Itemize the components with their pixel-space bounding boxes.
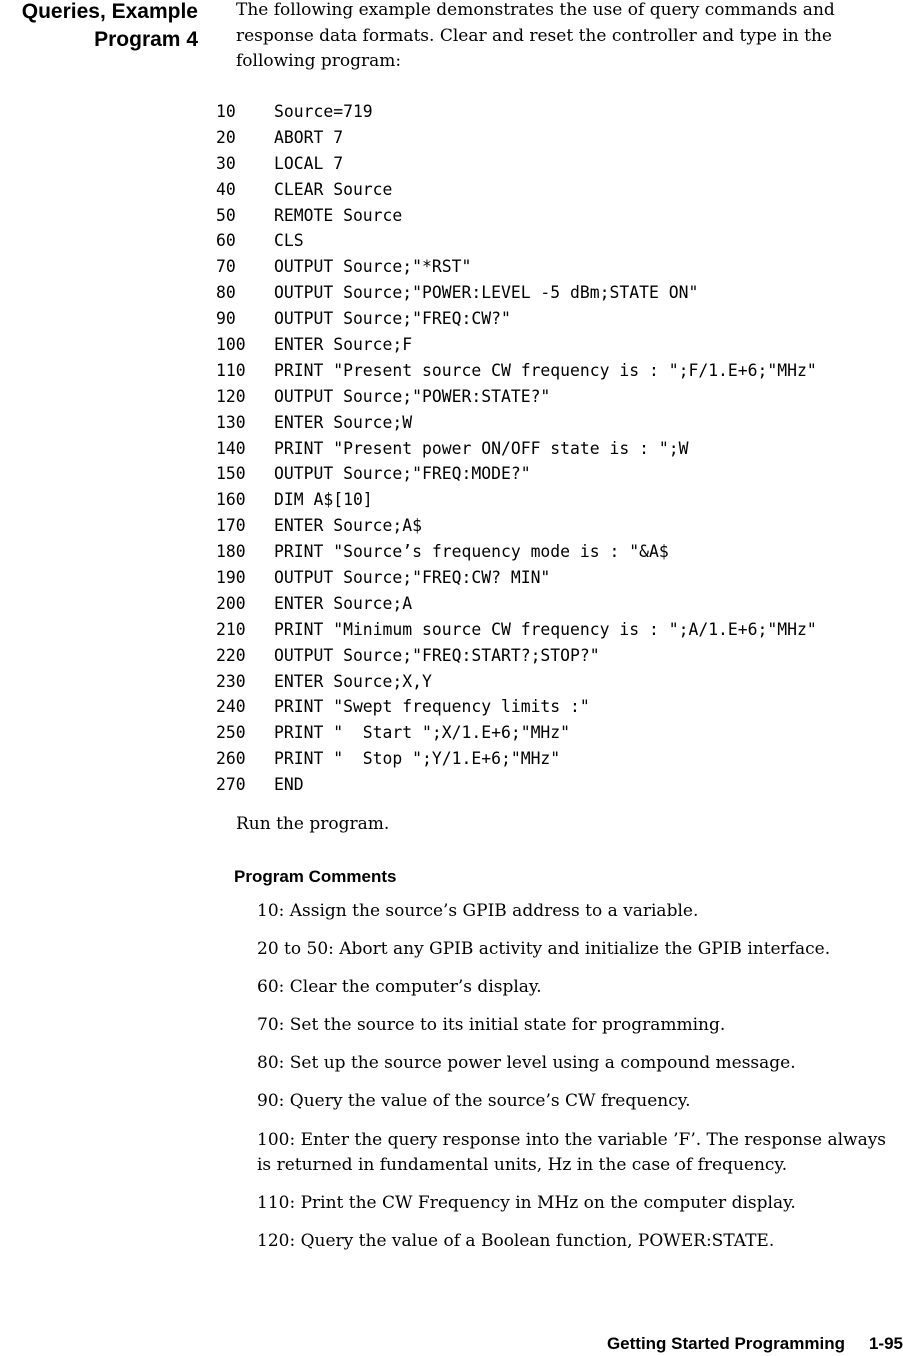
- code-statement: OUTPUT Source;"POWER:STATE?": [274, 386, 551, 406]
- intro-paragraph: The following example demonstrates the use of query commands and response data formats. Clear and reset the controller and type in the following program:: [236, 0, 835, 71]
- line-number: 170: [216, 516, 246, 536]
- code-statement: DIM A$[10]: [274, 490, 373, 510]
- code-statement: OUTPUT Source;"FREQ:CW? MIN": [274, 568, 551, 588]
- line-number: 70: [216, 257, 236, 277]
- line-number: 210: [216, 619, 246, 639]
- code-statement: PRINT "Present source CW frequency is : ";F/1.E+6;"MHz": [274, 360, 817, 380]
- code-line: [216, 151, 903, 177]
- line-number: 240: [216, 697, 246, 717]
- line-number: 80: [216, 283, 236, 303]
- code-statement: PRINT " Stop ";Y/1.E+6;"MHz": [274, 749, 561, 769]
- section-heading-line1: Queries, Example: [21, 0, 198, 23]
- code-statement: ABORT 7: [274, 127, 344, 147]
- code-line: [216, 384, 903, 410]
- line-number: 20: [216, 127, 236, 147]
- line-number: 120: [216, 386, 246, 406]
- comment-item: 110: Print the CW Frequency in MHz on the computer display.: [257, 1193, 796, 1214]
- line-number: 230: [216, 671, 246, 691]
- line-number: 250: [216, 723, 246, 743]
- code-statement: ENTER Source;F: [274, 335, 413, 355]
- comment-item: 20 to 50: Abort any GPIB activity and initialize the GPIB interface.: [257, 939, 831, 960]
- line-number: 140: [216, 438, 246, 458]
- code-line: [216, 410, 903, 436]
- line-number: 90: [216, 309, 236, 329]
- code-statement: CLEAR Source: [274, 179, 393, 199]
- comment-item: 60: Clear the computer’s display.: [257, 977, 542, 998]
- code-line: [216, 99, 903, 125]
- line-number: 160: [216, 490, 246, 510]
- code-line: [216, 591, 903, 617]
- code-statement: PRINT "Present power ON/OFF state is : ";W: [274, 438, 689, 458]
- line-number: 180: [216, 542, 246, 562]
- code-line: [216, 746, 903, 772]
- code-line: [216, 461, 903, 487]
- code-line: [216, 254, 903, 280]
- code-statement: OUTPUT Source;"*RST": [274, 257, 472, 277]
- line-number: 220: [216, 645, 246, 665]
- code-statement: PRINT " Start ";X/1.E+6;"MHz": [274, 723, 571, 743]
- line-number: 110: [216, 360, 246, 380]
- line-number: 60: [216, 231, 236, 251]
- line-number: 200: [216, 593, 246, 613]
- line-number: 50: [216, 205, 236, 225]
- comment-item: 10: Assign the source’s GPIB address to a variable.: [257, 901, 699, 921]
- footer-title: Getting Started Programming: [606, 1334, 845, 1353]
- code-line: [216, 539, 903, 565]
- comment-item: 90: Query the value of the source’s CW frequency.: [257, 1091, 691, 1112]
- line-number: 190: [216, 568, 246, 588]
- program-comments: [257, 899, 887, 1267]
- code-statement: OUTPUT Source;"FREQ:START?;STOP?": [274, 645, 600, 665]
- code-line: [216, 358, 903, 384]
- code-statement: ENTER Source;A: [274, 593, 413, 613]
- run-instruction: Run the program.: [236, 814, 390, 834]
- comment-item: 120: Query the value of a Boolean function, POWER:STATE.: [257, 1231, 775, 1252]
- code-statement: ENTER Source;X,Y: [274, 671, 432, 691]
- code-line: [216, 617, 903, 643]
- program-listing: [216, 99, 903, 798]
- code-statement: PRINT "Source’s frequency mode is : "&A$: [274, 542, 669, 562]
- line-number: 150: [216, 464, 246, 484]
- code-statement: PRINT "Swept frequency limits :": [274, 697, 590, 717]
- code-line: [216, 436, 903, 462]
- line-number: 10: [216, 102, 236, 121]
- code-line: [216, 487, 903, 513]
- code-line: [216, 332, 903, 358]
- code-statement: END: [274, 775, 304, 795]
- section-heading-line2: Program 4: [94, 28, 198, 51]
- code-statement: LOCAL 7: [274, 153, 344, 173]
- line-number: 260: [216, 749, 246, 769]
- code-line: [216, 720, 903, 746]
- code-line: [216, 125, 903, 151]
- code-statement: CLS: [274, 231, 304, 251]
- line-number: 30: [216, 153, 236, 173]
- code-line: [216, 177, 903, 203]
- code-line: [216, 669, 903, 695]
- code-line: [216, 513, 903, 539]
- code-statement: OUTPUT Source;"FREQ:CW?": [274, 309, 511, 329]
- comments-heading: Program Comments: [234, 867, 397, 886]
- code-line: [216, 694, 903, 720]
- line-number: 40: [216, 179, 236, 199]
- code-line: [216, 228, 903, 254]
- code-line: [216, 203, 903, 229]
- comment-item: 70: Set the source to its initial state for programming.: [257, 1015, 726, 1036]
- code-statement: OUTPUT Source;"POWER:LEVEL -5 dBm;STATE ON": [274, 283, 699, 303]
- code-line: [216, 565, 903, 591]
- code-statement: ENTER Source;A$: [274, 516, 423, 536]
- code-line: [216, 306, 903, 332]
- code-statement: REMOTE Source: [274, 205, 403, 225]
- comment-item: 80: Set up the source power level using a compound message.: [257, 1053, 796, 1074]
- code-statement: PRINT "Minimum source CW frequency is : ";A/1.E+6;"MHz": [274, 619, 817, 639]
- code-statement: ENTER Source;W: [274, 412, 413, 432]
- code-statement: Source=719: [274, 102, 373, 121]
- code-line: [216, 772, 903, 798]
- line-number: 270: [216, 775, 246, 795]
- code-line: [216, 280, 903, 306]
- page-number: 1-95: [868, 1334, 903, 1353]
- comment-item: 100: Enter the query response into the variable ’F’. The response always is returned in fundamental units, Hz in the case of frequency.: [257, 1129, 887, 1176]
- line-number: 130: [216, 412, 246, 432]
- code-line: [216, 643, 903, 669]
- code-statement: OUTPUT Source;"FREQ:MODE?": [274, 464, 531, 484]
- page-footer: [607, 1332, 903, 1356]
- line-number: 100: [216, 335, 246, 355]
- section-heading: [0, 0, 198, 54]
